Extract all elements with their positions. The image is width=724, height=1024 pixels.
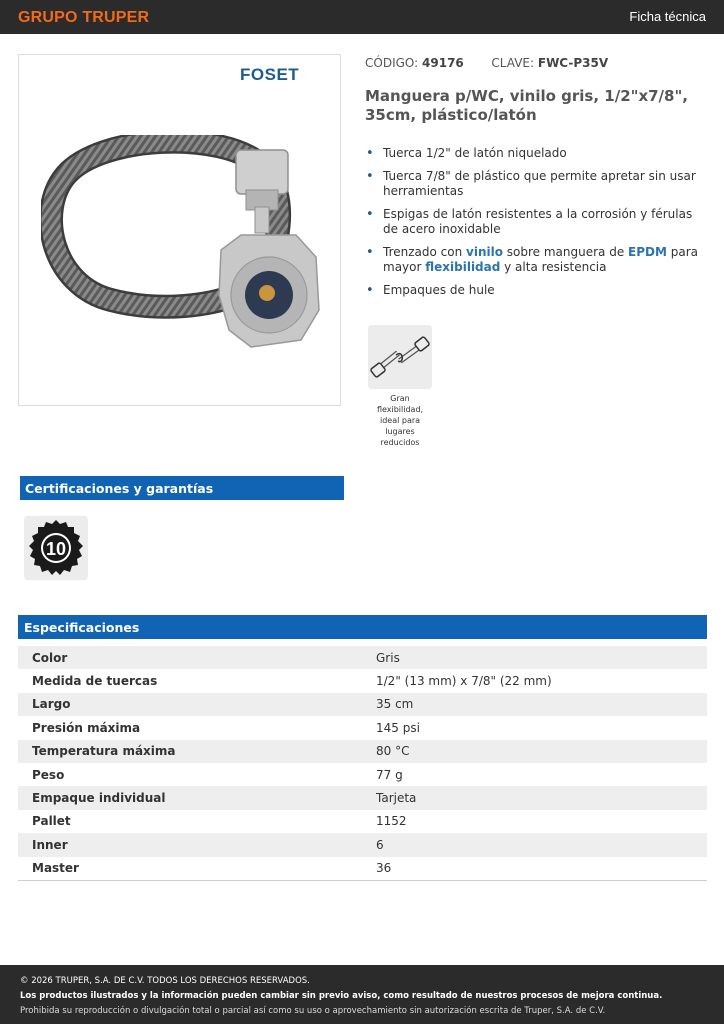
spec-value: 36: [376, 861, 392, 876]
certifications-header: Certificaciones y garantías: [20, 476, 344, 500]
warranty-badge-box: [24, 516, 88, 580]
spec-label: Pallet: [32, 814, 71, 829]
table-row: [18, 740, 707, 763]
warranty-10-years-icon: [24, 516, 88, 580]
table-row: [18, 857, 707, 880]
feature-icon-caption: Gran flexibilidad, ideal para lugares reducidos: [376, 394, 424, 447]
feature-list: [365, 146, 705, 305]
spec-value: 1/2" (13 mm) x 7/8" (22 mm): [376, 674, 552, 689]
feature-item: • Espigas de latón resistentes a la corrosión y férulas de acero inoxidable: [365, 207, 705, 238]
clave-label: CLAVE:: [491, 56, 535, 70]
footer-prohibition: Prohibida su reproducción o divulgación total o parcial así como su uso o aprovechamiento sin autorización escrita de Truper, S.A. de C.V.: [20, 1006, 606, 1016]
spec-value: 77 g: [376, 767, 403, 782]
product-image: [41, 135, 321, 410]
table-row: [18, 646, 707, 669]
spec-label: Master: [32, 861, 79, 876]
product-image-box: [18, 54, 341, 406]
feature-item: • Tuerca 7/8" de plástico que permite apretar sin usar herramientas: [365, 169, 705, 200]
spec-label: Temperatura máxima: [18, 740, 376, 763]
clave-value: FWC-P35V: [537, 56, 609, 70]
spec-label: Medida de tuercas: [32, 674, 158, 689]
brand-logo: GRUPO TRUPER: [18, 9, 150, 26]
spec-label: Peso: [32, 767, 65, 782]
table-row: [18, 693, 707, 716]
feature-item: • Tuerca 1/2" de latón niquelado: [365, 146, 705, 162]
product-title: Manguera p/WC, vinilo gris, 1/2"x7/8", 35cm, plástico/latón: [365, 87, 688, 124]
spec-label: Largo: [18, 693, 376, 716]
footer-notice: Los productos ilustrados y la información pueden cambiar sin previo aviso, como resultado de nuestros procesos de mejora continua.: [20, 991, 663, 1001]
spec-value: 6: [376, 833, 707, 856]
warranty-number: 10: [45, 539, 67, 559]
feature-item: • Empaques de hule: [365, 283, 705, 299]
table-row: [18, 810, 707, 833]
spec-label: Color: [18, 646, 376, 669]
spec-value: 1152: [376, 814, 407, 829]
spec-label: Presión máxima: [32, 720, 141, 735]
table-row: [18, 763, 707, 786]
spec-value: 145 psi: [376, 720, 420, 735]
spec-label: Empaque individual: [18, 786, 376, 809]
table-row: [18, 669, 707, 692]
codigo-label: CÓDIGO:: [365, 56, 419, 70]
feature-icon-box: [368, 325, 432, 389]
table-row: [18, 833, 707, 856]
codigo-value: 49176: [422, 56, 464, 70]
table-divider: [18, 880, 707, 881]
product-codes: [365, 56, 608, 70]
table-row: [18, 786, 707, 809]
feature-item: • Trenzado con vinilo sobre manguera de EPDM para mayor flexibilidad y alta resistencia: [365, 245, 705, 276]
spec-value: 80 °C: [376, 740, 707, 763]
spec-value: Tarjeta: [376, 786, 707, 809]
document-type: Ficha técnica: [629, 9, 706, 24]
footer-copyright: © 2026 TRUPER, S.A. DE C.V. TODOS LOS DERECHOS RESERVADOS.: [20, 976, 310, 986]
footer: [0, 965, 724, 1024]
flexible-hose-icon: [368, 325, 432, 389]
spec-label: Inner: [18, 833, 376, 856]
specifications-header: Especificaciones: [18, 615, 707, 639]
spec-value: Gris: [376, 646, 707, 669]
table-row: [18, 716, 707, 739]
spec-value: 35 cm: [376, 693, 707, 716]
foset-logo: FOSET: [240, 65, 300, 84]
specifications-table: [18, 646, 707, 880]
top-bar: [0, 0, 724, 34]
